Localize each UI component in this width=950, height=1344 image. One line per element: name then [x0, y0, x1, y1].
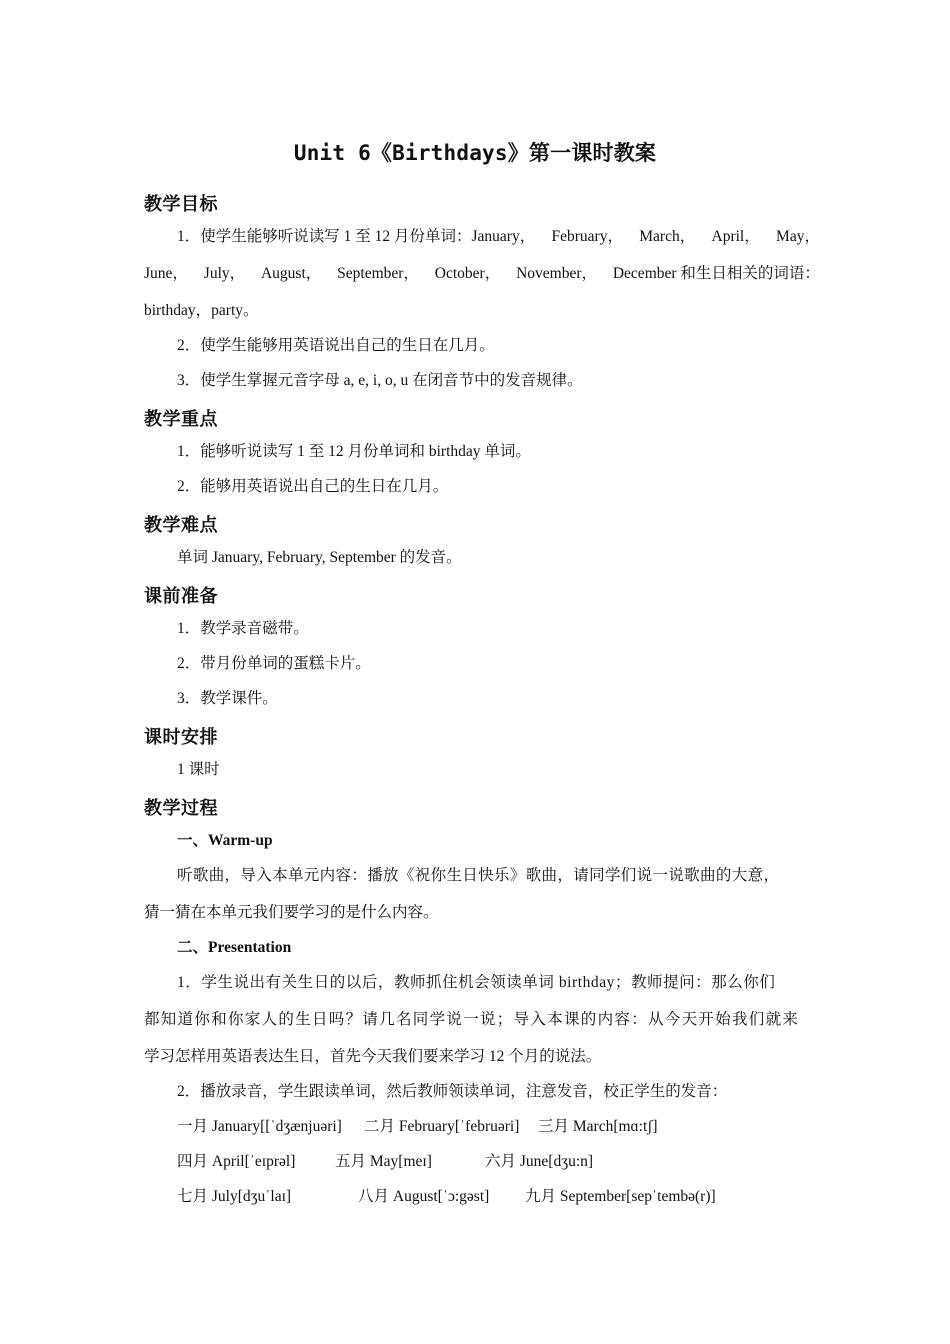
presentation-item1-line3: 学习怎样用英语表达生日，首先今天我们要来学习 12 个月的说法。 [144, 1048, 602, 1065]
month-entry: 九月 September[sepˈtembə(r)] [525, 1188, 716, 1205]
presentation-item2: 2．播放录音，学生跟读单词，然后教师领读单词，注意发音，校正学生的发音： [177, 1083, 728, 1100]
process-heading: 教学过程 [144, 798, 218, 819]
text-segment: December 和生日相关的词语： [612, 265, 820, 282]
document-title: Unit 6《Birthdays》第一课时教案 [293, 141, 657, 165]
objectives-heading: 教学目标 [144, 194, 218, 215]
month-entry: 四月 April[ˈeɪprəl] [177, 1153, 296, 1170]
preparation-item3: 3．教学课件。 [177, 690, 278, 707]
schedule-item1: 1 课时 [177, 761, 220, 778]
month-entry: 二月 February[ˈfebruəri] [364, 1118, 520, 1135]
presentation-item1-line2: 都知道你和你家人的生日吗？请几名同学说一说；导入本课的内容：从今天开始我们就来 [144, 1011, 800, 1028]
objectives-item3: 3．使学生掌握元音字母 a, e, i, o, u 在闭音节中的发音规律。 [177, 372, 583, 389]
difficulties-heading: 教学难点 [144, 515, 218, 536]
text-segment: April， [711, 228, 760, 245]
presentation-subheading: 二、Presentation [177, 939, 292, 956]
warmup-line1: 听歌曲，导入本单元内容：播放《祝你生日快乐》歌曲，请同学们说一说歌曲的大意， [177, 867, 780, 884]
preparation-heading: 课前准备 [144, 586, 218, 607]
preparation-item2: 2．带月份单词的蛋糕卡片。 [177, 655, 371, 672]
key-points-item1: 1．能够听说读写 1 至 12 月份单词和 birthday 单词。 [177, 443, 531, 460]
text-segment: November， [516, 265, 597, 282]
warmup-subheading: 一、Warm-up [177, 832, 273, 849]
text-segment: 1．使学生能够听说读写 1 至 12 月份单词：January， [177, 228, 536, 245]
text-segment: May， [776, 228, 820, 245]
objectives-item1-line3: birthday，party。 [144, 302, 259, 319]
text-segment: February， [551, 228, 623, 245]
text-segment: August， [260, 265, 322, 282]
month-entry: 五月 May[meɪ] [335, 1153, 432, 1170]
month-entry: 三月 March[mɑ:tʃ] [538, 1118, 658, 1135]
key-points-heading: 教学重点 [144, 409, 218, 430]
text-segment: June， [144, 265, 188, 282]
text-segment: March， [639, 228, 696, 245]
text-segment: July， [203, 265, 246, 282]
month-entry: 八月 August[ˈɔ:gəst] [358, 1188, 490, 1205]
month-entry: 七月 July[dʒuˈlaɪ] [177, 1188, 292, 1205]
preparation-item1: 1．教学录音磁带。 [177, 620, 309, 637]
presentation-item1-line1: 1．学生说出有关生日的以后，教师抓住机会领读单词 birthday；教师提问：那么你们 [177, 974, 776, 991]
schedule-heading: 课时安排 [144, 727, 218, 748]
difficulties-item1: 单词 January, February, September 的发音。 [177, 549, 462, 566]
text-segment: October， [434, 265, 501, 282]
objectives-item2: 2．使学生能够用英语说出自己的生日在几月。 [177, 337, 495, 354]
warmup-line2: 猜一猜在本单元我们要学习的是什么内容。 [144, 904, 439, 921]
month-entry: 六月 June[dʒu:n] [485, 1153, 594, 1170]
text-segment: September， [337, 265, 419, 282]
objectives-item1-line1 [177, 227, 820, 247]
objectives-item1-line2 [144, 264, 820, 284]
month-entry: 一月 January[[ˈdʒænjuəri] [177, 1118, 342, 1135]
key-points-item2: 2．能够用英语说出自己的生日在几月。 [177, 478, 449, 495]
